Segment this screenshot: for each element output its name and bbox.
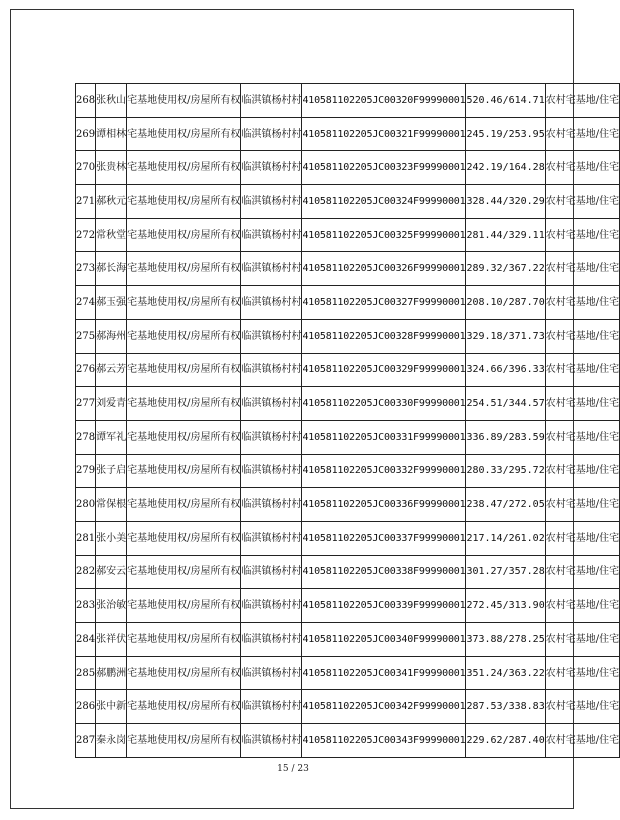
owner-name-cell: 张子启 bbox=[96, 454, 127, 488]
row-number-cell: 280 bbox=[76, 488, 96, 522]
unit-code-cell: 410581102205JC00338F99990001 bbox=[302, 555, 466, 589]
unit-code-cell: 410581102205JC00330F99990001 bbox=[302, 387, 466, 421]
right-type-cell: 宅基地使用权/房屋所有权 bbox=[127, 623, 241, 657]
owner-name-cell: 郝鹏洲 bbox=[96, 656, 127, 690]
area-values-cell: 328.44/320.29 bbox=[466, 185, 545, 219]
right-type-cell: 宅基地使用权/房屋所有权 bbox=[127, 319, 241, 353]
right-type-cell: 宅基地使用权/房屋所有权 bbox=[127, 286, 241, 320]
owner-name-cell: 张秋山 bbox=[96, 84, 127, 118]
right-type-cell: 宅基地使用权/房屋所有权 bbox=[127, 151, 241, 185]
area-values-cell: 329.18/371.73 bbox=[466, 319, 545, 353]
owner-name-cell: 常秋堂 bbox=[96, 218, 127, 252]
unit-code-cell: 410581102205JC00329F99990001 bbox=[302, 353, 466, 387]
land-use-cell: 农村宅基地/住宅 bbox=[545, 353, 619, 387]
table-row bbox=[76, 353, 620, 387]
row-number-cell: 278 bbox=[76, 420, 96, 454]
right-type-cell: 宅基地使用权/房屋所有权 bbox=[127, 387, 241, 421]
land-use-cell: 农村宅基地/住宅 bbox=[545, 420, 619, 454]
land-use-cell: 农村宅基地/住宅 bbox=[545, 724, 619, 758]
location-cell: 临淇镇杨村村 bbox=[241, 218, 302, 252]
table-row bbox=[76, 319, 620, 353]
area-values-cell: 229.62/287.40 bbox=[466, 724, 545, 758]
page-number: 15 / 23 bbox=[277, 764, 309, 774]
row-number-cell: 279 bbox=[76, 454, 96, 488]
area-values-cell: 520.46/614.71 bbox=[466, 84, 545, 118]
registry-table bbox=[75, 83, 620, 758]
owner-name-cell: 郝安云 bbox=[96, 555, 127, 589]
table-row bbox=[76, 488, 620, 522]
area-values-cell: 238.47/272.05 bbox=[466, 488, 545, 522]
right-type-cell: 宅基地使用权/房屋所有权 bbox=[127, 724, 241, 758]
row-number-cell: 274 bbox=[76, 286, 96, 320]
location-cell: 临淇镇杨村村 bbox=[241, 623, 302, 657]
owner-name-cell: 郝海州 bbox=[96, 319, 127, 353]
right-type-cell: 宅基地使用权/房屋所有权 bbox=[127, 656, 241, 690]
row-number-cell: 271 bbox=[76, 185, 96, 219]
right-type-cell: 宅基地使用权/房屋所有权 bbox=[127, 353, 241, 387]
unit-code-cell: 410581102205JC00340F99990001 bbox=[302, 623, 466, 657]
land-use-cell: 农村宅基地/住宅 bbox=[545, 84, 619, 118]
land-use-cell: 农村宅基地/住宅 bbox=[545, 623, 619, 657]
unit-code-cell: 410581102205JC00325F99990001 bbox=[302, 218, 466, 252]
area-values-cell: 351.24/363.22 bbox=[466, 656, 545, 690]
location-cell: 临淇镇杨村村 bbox=[241, 420, 302, 454]
owner-name-cell: 张祥伏 bbox=[96, 623, 127, 657]
owner-name-cell: 秦永岗 bbox=[96, 724, 127, 758]
area-values-cell: 336.89/283.59 bbox=[466, 420, 545, 454]
table-row bbox=[76, 521, 620, 555]
owner-name-cell: 常保根 bbox=[96, 488, 127, 522]
right-type-cell: 宅基地使用权/房屋所有权 bbox=[127, 218, 241, 252]
location-cell: 临淇镇杨村村 bbox=[241, 555, 302, 589]
owner-name-cell: 谭军礼 bbox=[96, 420, 127, 454]
unit-code-cell: 410581102205JC00323F99990001 bbox=[302, 151, 466, 185]
owner-name-cell: 张中新 bbox=[96, 690, 127, 724]
table-row bbox=[76, 286, 620, 320]
table-row bbox=[76, 151, 620, 185]
area-values-cell: 208.10/287.70 bbox=[466, 286, 545, 320]
row-number-cell: 272 bbox=[76, 218, 96, 252]
location-cell: 临淇镇杨村村 bbox=[241, 656, 302, 690]
location-cell: 临淇镇杨村村 bbox=[241, 319, 302, 353]
right-type-cell: 宅基地使用权/房屋所有权 bbox=[127, 521, 241, 555]
unit-code-cell: 410581102205JC00341F99990001 bbox=[302, 656, 466, 690]
unit-code-cell: 410581102205JC00342F99990001 bbox=[302, 690, 466, 724]
land-use-cell: 农村宅基地/住宅 bbox=[545, 690, 619, 724]
unit-code-cell: 410581102205JC00324F99990001 bbox=[302, 185, 466, 219]
unit-code-cell: 410581102205JC00321F99990001 bbox=[302, 117, 466, 151]
area-values-cell: 245.19/253.95 bbox=[466, 117, 545, 151]
row-number-cell: 285 bbox=[76, 656, 96, 690]
table-row bbox=[76, 218, 620, 252]
land-use-cell: 农村宅基地/住宅 bbox=[545, 521, 619, 555]
table-row bbox=[76, 656, 620, 690]
land-use-cell: 农村宅基地/住宅 bbox=[545, 488, 619, 522]
table-row bbox=[76, 589, 620, 623]
area-values-cell: 301.27/357.28 bbox=[466, 555, 545, 589]
row-number-cell: 287 bbox=[76, 724, 96, 758]
right-type-cell: 宅基地使用权/房屋所有权 bbox=[127, 420, 241, 454]
unit-code-cell: 410581102205JC00332F99990001 bbox=[302, 454, 466, 488]
land-use-cell: 农村宅基地/住宅 bbox=[545, 286, 619, 320]
right-type-cell: 宅基地使用权/房屋所有权 bbox=[127, 690, 241, 724]
row-number-cell: 283 bbox=[76, 589, 96, 623]
location-cell: 临淇镇杨村村 bbox=[241, 84, 302, 118]
registry-table-body bbox=[76, 84, 620, 758]
location-cell: 临淇镇杨村村 bbox=[241, 690, 302, 724]
land-use-cell: 农村宅基地/住宅 bbox=[545, 319, 619, 353]
owner-name-cell: 张小美 bbox=[96, 521, 127, 555]
unit-code-cell: 410581102205JC00343F99990001 bbox=[302, 724, 466, 758]
unit-code-cell: 410581102205JC00339F99990001 bbox=[302, 589, 466, 623]
location-cell: 临淇镇杨村村 bbox=[241, 353, 302, 387]
row-number-cell: 273 bbox=[76, 252, 96, 286]
unit-code-cell: 410581102205JC00336F99990001 bbox=[302, 488, 466, 522]
table-row bbox=[76, 623, 620, 657]
area-values-cell: 373.88/278.25 bbox=[466, 623, 545, 657]
table-row bbox=[76, 454, 620, 488]
row-number-cell: 275 bbox=[76, 319, 96, 353]
location-cell: 临淇镇杨村村 bbox=[241, 151, 302, 185]
row-number-cell: 277 bbox=[76, 387, 96, 421]
area-values-cell: 281.44/329.11 bbox=[466, 218, 545, 252]
land-use-cell: 农村宅基地/住宅 bbox=[545, 185, 619, 219]
right-type-cell: 宅基地使用权/房屋所有权 bbox=[127, 252, 241, 286]
land-use-cell: 农村宅基地/住宅 bbox=[545, 656, 619, 690]
table-row bbox=[76, 690, 620, 724]
owner-name-cell: 郝云芳 bbox=[96, 353, 127, 387]
area-values-cell: 217.14/261.02 bbox=[466, 521, 545, 555]
location-cell: 临淇镇杨村村 bbox=[241, 117, 302, 151]
right-type-cell: 宅基地使用权/房屋所有权 bbox=[127, 185, 241, 219]
unit-code-cell: 410581102205JC00320F99990001 bbox=[302, 84, 466, 118]
table-row bbox=[76, 84, 620, 118]
location-cell: 临淇镇杨村村 bbox=[241, 252, 302, 286]
unit-code-cell: 410581102205JC00327F99990001 bbox=[302, 286, 466, 320]
row-number-cell: 286 bbox=[76, 690, 96, 724]
area-values-cell: 242.19/164.28 bbox=[466, 151, 545, 185]
land-use-cell: 农村宅基地/住宅 bbox=[545, 117, 619, 151]
table-row bbox=[76, 420, 620, 454]
row-number-cell: 270 bbox=[76, 151, 96, 185]
right-type-cell: 宅基地使用权/房屋所有权 bbox=[127, 454, 241, 488]
unit-code-cell: 410581102205JC00331F99990001 bbox=[302, 420, 466, 454]
location-cell: 临淇镇杨村村 bbox=[241, 185, 302, 219]
area-values-cell: 254.51/344.57 bbox=[466, 387, 545, 421]
table-row bbox=[76, 117, 620, 151]
location-cell: 临淇镇杨村村 bbox=[241, 521, 302, 555]
right-type-cell: 宅基地使用权/房屋所有权 bbox=[127, 555, 241, 589]
owner-name-cell: 郝玉强 bbox=[96, 286, 127, 320]
row-number-cell: 282 bbox=[76, 555, 96, 589]
location-cell: 临淇镇杨村村 bbox=[241, 387, 302, 421]
owner-name-cell: 张贵林 bbox=[96, 151, 127, 185]
row-number-cell: 276 bbox=[76, 353, 96, 387]
unit-code-cell: 410581102205JC00328F99990001 bbox=[302, 319, 466, 353]
area-values-cell: 280.33/295.72 bbox=[466, 454, 545, 488]
right-type-cell: 宅基地使用权/房屋所有权 bbox=[127, 84, 241, 118]
right-type-cell: 宅基地使用权/房屋所有权 bbox=[127, 117, 241, 151]
land-use-cell: 农村宅基地/住宅 bbox=[545, 555, 619, 589]
unit-code-cell: 410581102205JC00326F99990001 bbox=[302, 252, 466, 286]
table-row bbox=[76, 387, 620, 421]
land-use-cell: 农村宅基地/住宅 bbox=[545, 589, 619, 623]
land-use-cell: 农村宅基地/住宅 bbox=[545, 252, 619, 286]
owner-name-cell: 张治敏 bbox=[96, 589, 127, 623]
row-number-cell: 269 bbox=[76, 117, 96, 151]
area-values-cell: 287.53/338.83 bbox=[466, 690, 545, 724]
owner-name-cell: 刘爱青 bbox=[96, 387, 127, 421]
table-row bbox=[76, 555, 620, 589]
owner-name-cell: 郝秋元 bbox=[96, 185, 127, 219]
location-cell: 临淇镇杨村村 bbox=[241, 454, 302, 488]
location-cell: 临淇镇杨村村 bbox=[241, 724, 302, 758]
row-number-cell: 281 bbox=[76, 521, 96, 555]
area-values-cell: 289.32/367.22 bbox=[466, 252, 545, 286]
area-values-cell: 324.66/396.33 bbox=[466, 353, 545, 387]
location-cell: 临淇镇杨村村 bbox=[241, 286, 302, 320]
location-cell: 临淇镇杨村村 bbox=[241, 488, 302, 522]
row-number-cell: 268 bbox=[76, 84, 96, 118]
owner-name-cell: 郝长海 bbox=[96, 252, 127, 286]
land-use-cell: 农村宅基地/住宅 bbox=[545, 151, 619, 185]
right-type-cell: 宅基地使用权/房屋所有权 bbox=[127, 589, 241, 623]
land-use-cell: 农村宅基地/住宅 bbox=[545, 218, 619, 252]
right-type-cell: 宅基地使用权/房屋所有权 bbox=[127, 488, 241, 522]
owner-name-cell: 谭相林 bbox=[96, 117, 127, 151]
row-number-cell: 284 bbox=[76, 623, 96, 657]
land-use-cell: 农村宅基地/住宅 bbox=[545, 454, 619, 488]
unit-code-cell: 410581102205JC00337F99990001 bbox=[302, 521, 466, 555]
location-cell: 临淇镇杨村村 bbox=[241, 589, 302, 623]
table-row bbox=[76, 724, 620, 758]
table-row bbox=[76, 252, 620, 286]
area-values-cell: 272.45/313.90 bbox=[466, 589, 545, 623]
land-use-cell: 农村宅基地/住宅 bbox=[545, 387, 619, 421]
table-row bbox=[76, 185, 620, 219]
